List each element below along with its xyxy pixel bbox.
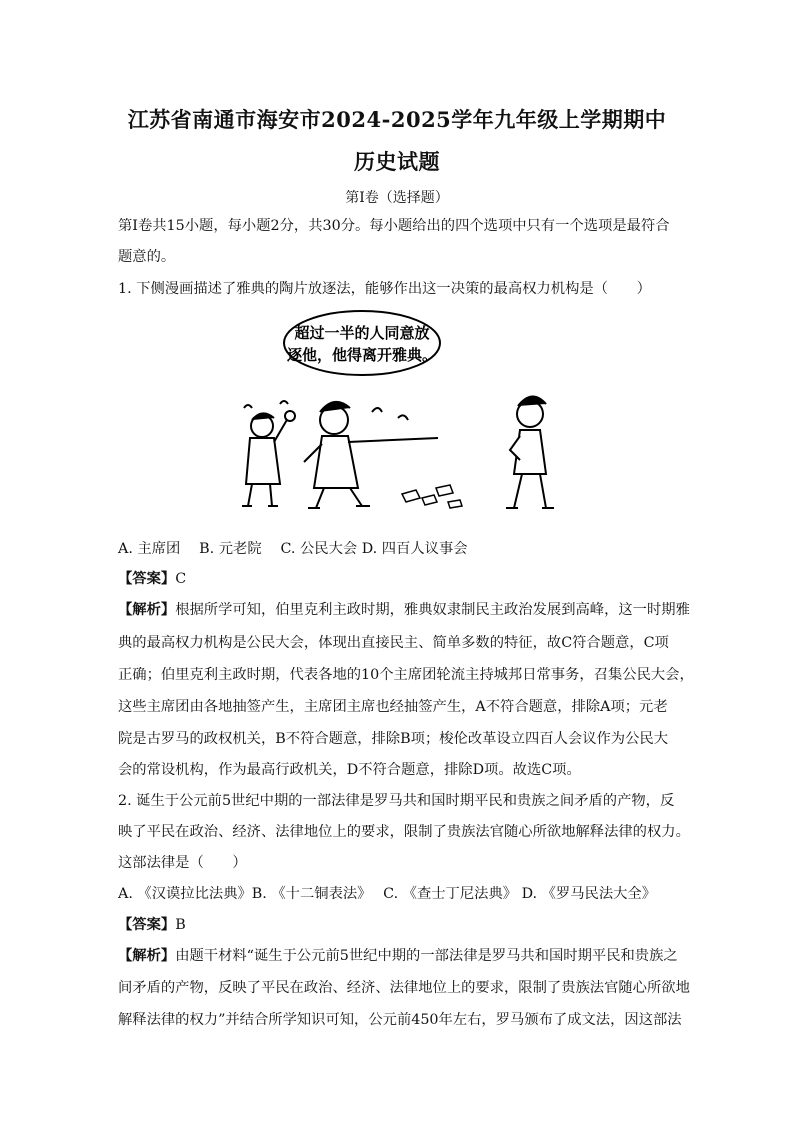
speech-bubble <box>284 311 440 375</box>
question-2-analysis-line-3: 解释法律的权力”并结合所学知识可知，公元前450年左右，罗马颁布了成文法，因这部法 <box>118 1012 682 1028</box>
question-1-analysis-line-4: 这些主席团由各地抽签产生，主席团主席也经抽签产生，A不符合题意，排除A项；元老 <box>118 699 668 715</box>
question-1-analysis-line-5: 院是古罗马的政权机关，B不符合题意，排除B项；梭伦改革设立四百人会议作为公民大 <box>118 731 668 747</box>
citizen-center-figure <box>304 402 438 508</box>
question-1-stem: 1. 下侧漫画描述了雅典的陶片放逐法，能够作出这一决策的最高权力机构是（ ） <box>118 281 651 297</box>
document-title: 江苏省南通市海安市2024-2025学年九年级上学期期中 <box>127 107 667 132</box>
question-2-answer <box>118 915 678 935</box>
question-2-stem-line-2: 映了平民在政治、经济、法律地位上的要求，限制了贵族法官随心所欲地解释法律的权力。 <box>118 824 690 840</box>
pottery-shards <box>402 485 462 508</box>
ostracism-cartoon <box>222 308 482 528</box>
instructions-line-2: 题意的。 <box>118 249 176 265</box>
analysis-text: 根据所学可知，伯里克利主政时期，雅典奴隶制民主政治发展到高峰，这一时期雅 <box>175 602 690 618</box>
instructions-line-1: 第I卷共15小题，每小题2分，共30分。每小题给出的四个选项中只有一个选项是最符合 <box>118 218 670 234</box>
speech-text-line-1: 超过一半的人同意放 <box>294 324 430 342</box>
citizen-left-figure <box>242 401 295 506</box>
analysis-label: 【解析】 <box>118 948 176 964</box>
question-1-analysis-line-6: 会的常设机构，作为最高行政机关，D不符合题意，排除D项。故选C项。 <box>118 762 581 778</box>
question-1-analysis-line-3: 正确；伯里克利主政时期，代表各地的10个主席团轮流主持城邦日常事务，召集公民大会， <box>118 667 694 683</box>
analysis-text: 由题干材料“诞生于公元前5世纪中期的一部法律是罗马共和国时期平民和贵族之 <box>175 948 678 964</box>
question-1-options: A. 主席团 B. 元老院 C. 公民大会 D. 四百人议事会 <box>118 541 468 557</box>
answer-value: C <box>175 571 187 587</box>
cartoon-drawing <box>222 308 482 528</box>
answer-value: B <box>175 917 186 933</box>
answer-label: 【答案】 <box>118 571 176 587</box>
answer-label: 【答案】 <box>118 917 176 933</box>
question-2-analysis-line-1 <box>118 946 678 966</box>
question-2-stem-line-3: 这部法律是（ ） <box>118 855 247 871</box>
question-2-stem-line-1: 2. 诞生于公元前5世纪中期的一部法律是罗马共和国时期平民和贵族之间矛盾的产物，反 <box>118 793 675 809</box>
section-heading: 第I卷（选择题） <box>345 190 449 206</box>
question-1-answer <box>118 569 678 589</box>
question-1-analysis-line-1 <box>118 600 690 620</box>
speech-text-line-2: 逐他，他得离开雅典。 <box>286 346 438 364</box>
analysis-label: 【解析】 <box>118 602 176 618</box>
question-1-analysis-line-2: 典的最高权力机构是公民大会，体现出直接民主、简单多数的特征，故C符合题意，C项 <box>118 635 669 651</box>
document-subtitle: 历史试题 <box>354 149 440 174</box>
question-2-options: A. 《汉谟拉比法典》B. 《十二铜表法》 C. 《查士丁尼法典》 D. 《罗马民法大全》 <box>118 886 657 902</box>
exiled-citizen-figure <box>486 392 566 522</box>
question-2-analysis-line-2: 间矛盾的产物，反映了平民在政治、经济、法律地位上的要求，限制了贵族法官随心所欲地 <box>118 980 690 996</box>
